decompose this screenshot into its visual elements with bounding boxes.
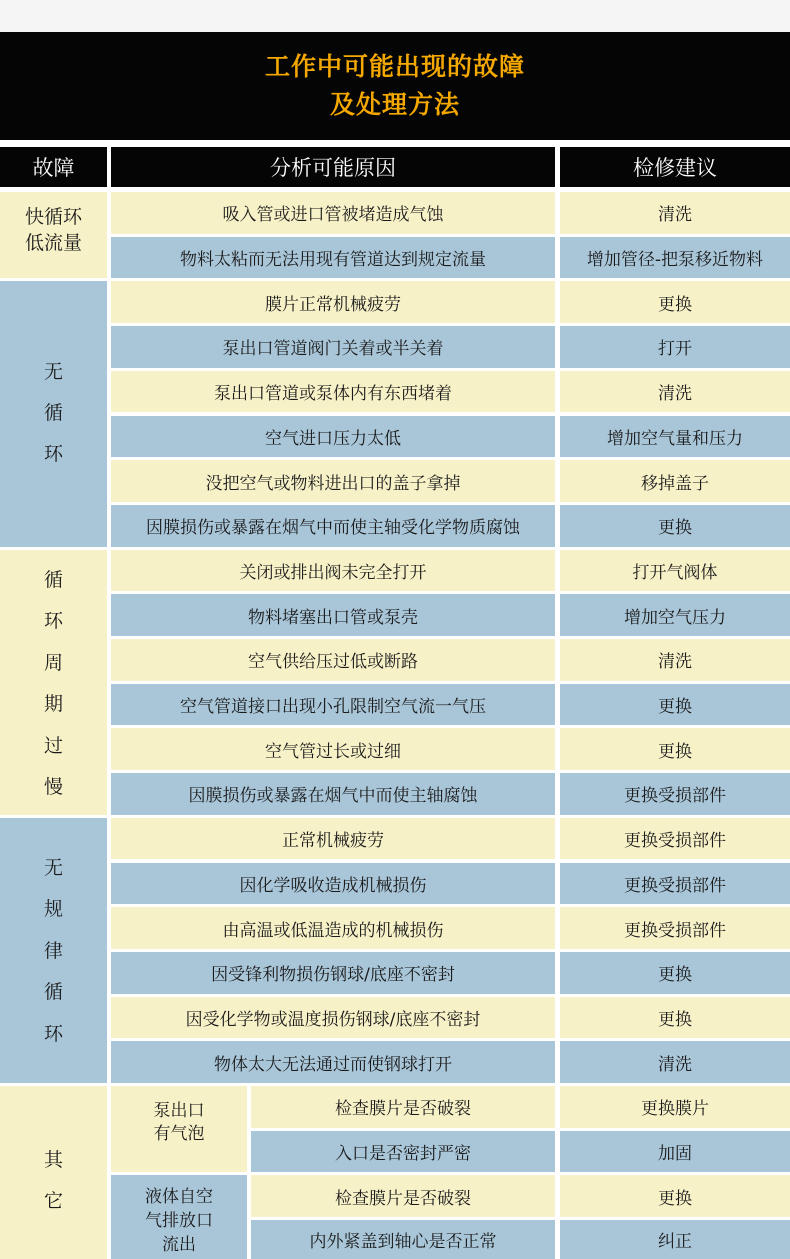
fix-cell: 增加空气量和压力 <box>560 416 790 458</box>
cause-cell: 膜片正常机械疲劳 <box>111 281 555 323</box>
fix-cell: 更换受损部件 <box>560 818 790 860</box>
top-strip <box>0 0 790 32</box>
fix-cell: 清洗 <box>560 1041 790 1083</box>
banner-title-line2: 及处理方法 <box>329 90 460 119</box>
fix-cell: 打开 <box>560 326 790 368</box>
fix-cell: 清洗 <box>560 371 790 413</box>
group-label-line: 过 <box>43 734 63 757</box>
fix-cell: 更换受损部件 <box>560 907 790 949</box>
group-label-line: 环 <box>43 1022 63 1045</box>
fix-cell: 移掉盖子 <box>560 460 790 502</box>
group-label-line: 有气泡 <box>153 1124 205 1144</box>
cause-cell: 空气管道接口出现小孔限制空气流一气压 <box>111 684 555 726</box>
group-label-line: 期 <box>43 693 63 716</box>
group-label-line: 循 <box>43 568 63 591</box>
cause-cell: 没把空气或物料进出口的盖子拿掉 <box>111 460 555 502</box>
fault-group-label <box>0 818 107 1083</box>
fix-cell: 更换受损部件 <box>560 773 790 815</box>
header-fix: 检修建议 <box>560 147 790 187</box>
fix-cell: 更换 <box>560 1175 790 1217</box>
cause-cell: 物料堵塞出口管或泵壳 <box>111 594 555 636</box>
cause-cell: 入口是否密封严密 <box>251 1131 555 1173</box>
group-label-line: 环 <box>43 610 63 633</box>
fix-cell: 更换 <box>560 997 790 1039</box>
cause-cell: 因膜损伤或暴露在烟气中而使主轴腐蚀 <box>111 773 555 815</box>
cause-cell: 空气管过长或过细 <box>111 728 555 770</box>
fix-cell: 增加空气压力 <box>560 594 790 636</box>
group-label-line: 循 <box>43 402 63 425</box>
cause-cell: 物料太粘而无法用现有管道达到规定流量 <box>111 237 555 279</box>
group-label-line: 环 <box>43 443 63 466</box>
cause-cell: 由高温或低温造成的机械损伤 <box>111 907 555 949</box>
fault-group-label <box>0 281 107 546</box>
cause-cell: 关闭或排出阀未完全打开 <box>111 550 555 592</box>
group-label-line: 律 <box>43 939 63 962</box>
cause-cell: 正常机械疲劳 <box>111 818 555 860</box>
fix-cell: 清洗 <box>560 639 790 681</box>
group-label-line: 低流量 <box>24 232 82 254</box>
fix-cell: 更换 <box>560 684 790 726</box>
group-label-line: 液体自空 <box>145 1187 213 1208</box>
header-fault: 故障 <box>0 147 107 187</box>
cause-cell: 泵出口管道阀门关着或半关着 <box>111 326 555 368</box>
cause-cell: 物体太大无法通过而使钢球打开 <box>111 1041 555 1083</box>
group-label-line: 周 <box>43 651 63 674</box>
cause-cell: 吸入管或进口管被堵造成气蚀 <box>111 192 555 234</box>
group-label-line: 无 <box>43 856 63 879</box>
fix-cell: 加固 <box>560 1131 790 1173</box>
fix-cell: 增加管径-把泵移近物料 <box>560 237 790 279</box>
other-group-label <box>0 1086 107 1259</box>
group-label-line: 流出 <box>162 1235 196 1256</box>
cause-cell: 因膜损伤或暴露在烟气中而使主轴受化学物质腐蚀 <box>111 505 555 547</box>
fix-cell: 打开气阀体 <box>560 550 790 592</box>
cause-cell: 空气供给压过低或断路 <box>111 639 555 681</box>
group-label-line: 快循环 <box>24 206 82 228</box>
fix-cell: 更换 <box>560 952 790 994</box>
group-label-line: 慢 <box>43 776 63 799</box>
title-banner <box>0 32 790 140</box>
group-label-line: 无 <box>43 361 63 384</box>
cause-cell: 因受化学物或温度损伤钢球/底座不密封 <box>111 997 555 1039</box>
fix-cell: 更换 <box>560 728 790 770</box>
banner-title-line1: 工作中可能出现的故障 <box>264 52 525 81</box>
cause-cell: 检查膜片是否破裂 <box>251 1086 555 1128</box>
fix-cell: 更换膜片 <box>560 1086 790 1128</box>
fix-cell: 更换 <box>560 281 790 323</box>
fix-cell: 清洗 <box>560 192 790 234</box>
cause-cell: 空气进口压力太低 <box>111 416 555 458</box>
group-label-line: 循 <box>43 981 63 1004</box>
header-cause: 分析可能原因 <box>111 147 555 187</box>
fix-cell: 更换受损部件 <box>560 863 790 905</box>
group-label-line: 规 <box>43 898 63 921</box>
sub-group-label <box>111 1175 247 1259</box>
fix-cell: 更换 <box>560 505 790 547</box>
cause-cell: 因受锋利物损伤钢球/底座不密封 <box>111 952 555 994</box>
group-label-line: 气排放口 <box>145 1211 213 1232</box>
sub-group-label <box>111 1086 247 1172</box>
fault-group-label <box>0 192 107 278</box>
cause-cell: 泵出口管道或泵体内有东西堵着 <box>111 371 555 413</box>
cause-cell: 检查膜片是否破裂 <box>251 1175 555 1217</box>
fix-cell: 纠正 <box>560 1220 790 1259</box>
cause-cell: 内外紧盖到轴心是否正常 <box>251 1220 555 1259</box>
group-label-line: 泵出口 <box>153 1101 205 1121</box>
group-label-line: 它 <box>43 1190 63 1212</box>
group-label-line: 其 <box>43 1149 63 1171</box>
cause-cell: 因化学吸收造成机械损伤 <box>111 863 555 905</box>
fault-group-label <box>0 550 107 815</box>
